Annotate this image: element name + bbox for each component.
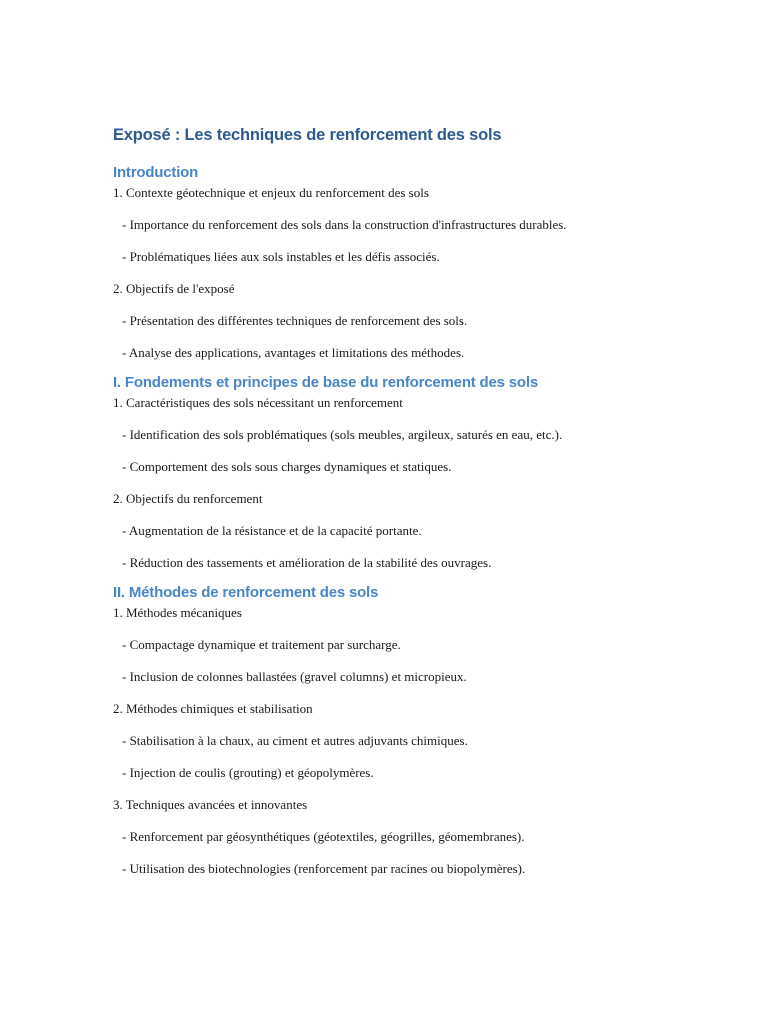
outline-item <box>113 701 673 781</box>
sub-item: - Inclusion de colonnes ballastées (gravel columns) et micropieux. <box>122 669 467 684</box>
sub-item: - Renforcement par géosynthétiques (géotextiles, géogrilles, géomembranes). <box>122 829 525 844</box>
item-label: 1. Méthodes mécaniques <box>113 605 242 620</box>
section-introduction <box>113 163 673 361</box>
section-heading: I. Fondements et principes de base du renforcement des sols <box>113 374 538 391</box>
sub-item: - Utilisation des biotechnologies (renforcement par racines ou biopolymères). <box>122 861 526 876</box>
outline-item <box>113 797 673 877</box>
sub-item: - Présentation des différentes techniques de renforcement des sols. <box>122 313 468 328</box>
sub-item: - Problématiques liées aux sols instables et les défis associés. <box>122 249 440 264</box>
sub-item: - Stabilisation à la chaux, au ciment et autres adjuvants chimiques. <box>122 733 468 748</box>
outline-item <box>113 395 673 475</box>
sub-item: - Analyse des applications, avantages et limitations des méthodes. <box>122 345 465 360</box>
sub-item: - Comportement des sols sous charges dynamiques et statiques. <box>122 459 452 474</box>
sub-item: - Compactage dynamique et traitement par surcharge. <box>122 637 401 652</box>
sub-item: - Augmentation de la résistance et de la capacité portante. <box>122 523 422 538</box>
sub-item: - Réduction des tassements et amélioration de la stabilité des ouvrages. <box>122 555 492 570</box>
section-heading: Introduction <box>113 164 199 181</box>
item-label: 2. Objectifs du renforcement <box>113 491 263 506</box>
sub-item: - Importance du renforcement des sols dans la construction d'infrastructures durables. <box>122 217 567 232</box>
document-title: Exposé : Les techniques de renforcement des sols <box>113 126 502 144</box>
section-methodes <box>113 583 673 877</box>
document-body <box>113 124 673 889</box>
sub-item: - Injection de coulis (grouting) et géopolymères. <box>122 765 374 780</box>
item-label: 1. Caractéristiques des sols nécessitant un renforcement <box>113 395 403 410</box>
sub-item: - Identification des sols problématiques (sols meubles, argileux, saturés en eau, etc.). <box>122 427 563 442</box>
section-fondements <box>113 373 673 571</box>
outline-item <box>113 491 673 571</box>
outline-item <box>113 185 673 265</box>
section-heading: II. Méthodes de renforcement des sols <box>113 584 379 601</box>
item-label: 1. Contexte géotechnique et enjeux du renforcement des sols <box>113 185 429 200</box>
item-label: 2. Objectifs de l'exposé <box>113 281 235 296</box>
item-label: 3. Techniques avancées et innovantes <box>113 797 308 812</box>
outline-item <box>113 605 673 685</box>
item-label: 2. Méthodes chimiques et stabilisation <box>113 701 313 716</box>
outline-item <box>113 281 673 361</box>
